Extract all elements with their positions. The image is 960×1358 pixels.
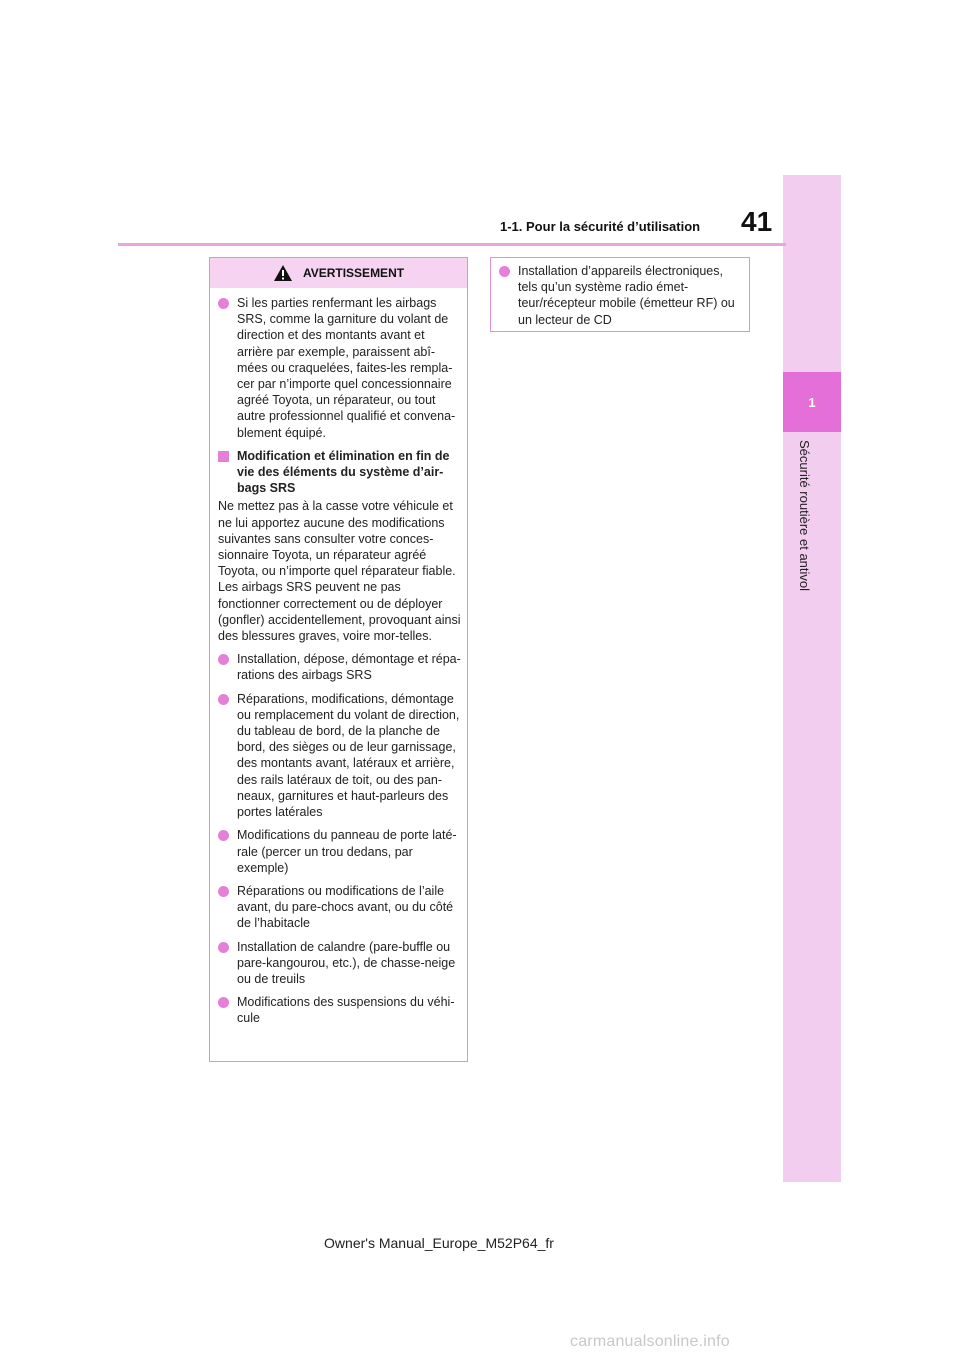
list-item	[218, 651, 461, 683]
body-paragraph: Ne mettez pas à la casse votre véhicule et ne lui apportez aucune des modifications suivantes sans consulter votre conces-sionnaire Toyota, un réparateur agréé Toyota, ou n’importe quel réparateur fiable. Les airbags SRS peuvent ne pas fonctionner correctement ou de déployer (gonfler) accidentellement, provoquant ainsi des blessures graves, voire mor-telles.	[218, 499, 461, 644]
watermark[interactable]: carmanualsonline.info	[570, 1333, 730, 1350]
bullet-text: Installation, dépose, démontage et répa-rations des airbags SRS	[237, 652, 461, 683]
bullet-text: Modifications des suspensions du véhi-cule	[237, 995, 455, 1026]
chapter-number-tab[interactable]: 1	[783, 372, 841, 432]
warning-box	[209, 257, 468, 1062]
bullet-text: Modifications du panneau de porte laté-rale (percer un trou dedans, par exemple)	[237, 828, 457, 875]
bullet-icon	[218, 997, 229, 1008]
continued-warning-box	[490, 257, 750, 332]
bullet-text: Installation d’appareils électroniques, tels qu’un système radio émet-teur/récepteur mobile (émetteur RF) ou un lecteur de CD	[518, 264, 735, 327]
bullet-icon	[218, 694, 229, 705]
subheading-text: Modification et élimination en fin de vie des éléments du système d’air-bags SRS	[237, 448, 450, 496]
manual-footer: Owner's Manual_Europe_M52P64_fr	[324, 1235, 554, 1251]
list-item	[218, 691, 461, 821]
list-item	[218, 883, 461, 932]
bullet-icon	[218, 298, 229, 309]
subheading	[218, 448, 461, 497]
bullet-text: Si les parties renfermant les airbags SRS, comme la garniture du volant de direction et des montants avant et arrière par exemple, paraissent abî-mées ou craquelées, faites-les rempla-cer par n’importe quel concessionnaire agréé Toyota, un réparateur, ou tout autre professionnel qualifié et convena-blement équipé.	[237, 296, 456, 440]
header-divider	[118, 243, 786, 246]
list-item	[218, 994, 461, 1026]
warning-header	[210, 258, 467, 288]
bullet-icon	[218, 830, 229, 841]
section-title: 1-1. Pour la sécurité d’utilisation	[500, 219, 701, 234]
list-item	[218, 827, 461, 876]
list-item	[218, 295, 461, 441]
bullet-icon	[218, 942, 229, 953]
warning-triangle-icon	[273, 264, 293, 282]
bullet-text: Installation de calandre (pare-buffle ou pare-kangourou, etc.), de chasse-neige ou de treuils	[237, 939, 456, 986]
list-item	[499, 263, 743, 328]
bullet-icon	[218, 654, 229, 665]
square-bullet-icon	[218, 451, 229, 462]
bullet-icon	[218, 886, 229, 897]
bullet-text: Réparations ou modifications de l’aile avant, du pare-chocs avant, ou du côté de l’habitacle	[237, 883, 454, 931]
warning-title: AVERTISSEMENT	[302, 266, 405, 280]
list-item	[218, 939, 461, 988]
bullet-icon	[499, 266, 510, 277]
page-number: 41	[741, 206, 773, 237]
chapter-side-tab	[783, 175, 841, 1182]
bullet-text: Réparations, modifications, démontage ou remplacement du volant de direction, du tableau de bord, de la planche de bord, des sièges ou de leur garnissage, des montants avant, latéraux et arrière, des rails latéraux de toit, ou des pan-neaux, garnitures et haut-parleurs des portes latérales	[237, 691, 460, 820]
chapter-label: Sécurité routière et antivol	[797, 440, 812, 592]
